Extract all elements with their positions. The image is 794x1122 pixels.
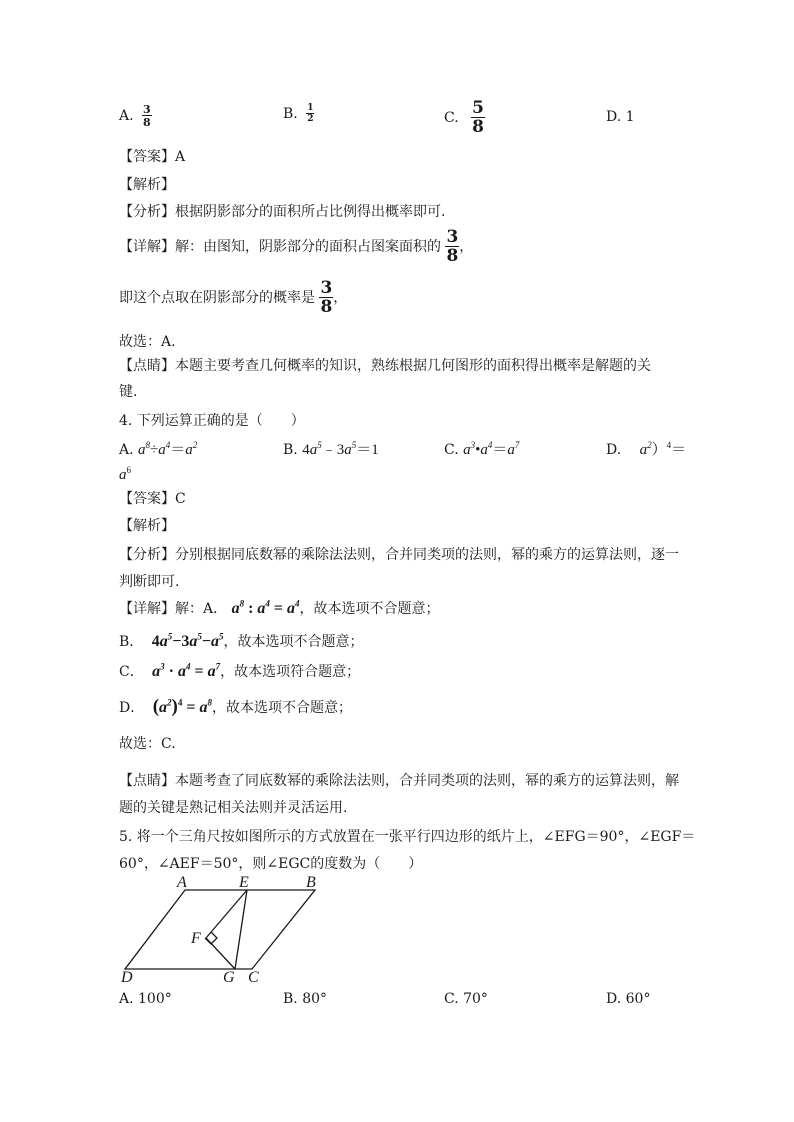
q3-answer: 【答案】A — [119, 149, 186, 165]
detail-text: ，故本选项不合题意； — [211, 700, 352, 716]
q4-detail-a — [119, 598, 440, 618]
q5-option-d: D. 60° — [606, 991, 651, 1007]
q5-option-b: B. 80° — [283, 991, 328, 1007]
q4-detail-b — [119, 631, 364, 651]
option-letter: A. — [119, 108, 134, 124]
detail-text: C． — [119, 664, 144, 680]
fraction-denominator: 8 — [320, 297, 333, 317]
option-letter: C. — [444, 442, 459, 458]
q3-option-b — [283, 104, 314, 124]
detail-text: ，故本选项不合题意； — [223, 634, 364, 650]
fraction — [471, 100, 485, 136]
q3-probability-line — [119, 280, 347, 316]
fraction-denominator: 8 — [472, 117, 484, 137]
q4-analysis-heading: 【解析】 — [119, 518, 175, 534]
detail-text: D． — [119, 700, 145, 716]
q5-option-c: C. 70° — [444, 991, 488, 1007]
q4-stem: 4. 下列运算正确的是（ ） — [119, 413, 305, 429]
label-c: C — [248, 969, 259, 984]
q4-fenxi-line1: 【分析】分别根据同底数幂的乘除法法则，合并同类项的法则，幂的乘方的运算法则，逐一 — [119, 547, 679, 563]
detail-text: 即这个点取在阴影部分的概率是 — [119, 290, 315, 306]
label-f: F — [191, 930, 201, 947]
punctuation: ， — [333, 290, 348, 306]
q4-option-d-continuation: $a^6$ — [119, 465, 131, 483]
q3-dianjing-line1: 【点睛】本题主要考查几何概率的知识，熟练根据几何图形的面积得出概率是解题的关 — [119, 358, 651, 374]
option-letter: C. — [444, 110, 459, 126]
fraction — [142, 104, 152, 128]
label-a: A — [177, 874, 187, 891]
fraction-denominator: 8 — [446, 246, 459, 266]
figure-lines — [125, 890, 315, 969]
q4-detail-c — [119, 661, 360, 681]
option-letter: D. — [606, 442, 622, 458]
fraction-denominator: 8 — [143, 116, 151, 129]
fraction-numerator: 3 — [320, 278, 333, 298]
q4-option-d — [606, 438, 686, 459]
fraction-numerator: 1 — [307, 103, 314, 113]
math-expression: $4a^5-3a^5-a^5$ — [151, 631, 224, 650]
parallelogram-abcd — [125, 890, 315, 969]
q5-geometry-figure — [115, 872, 335, 984]
fraction-denominator: 2 — [307, 114, 314, 124]
q4-option-b — [283, 438, 379, 459]
option-letter: A. — [119, 442, 134, 458]
detail-text: B． — [119, 634, 144, 650]
q4-option-a — [119, 438, 197, 459]
fraction — [445, 229, 459, 265]
q5-stem-line1: 5. 将一个三角尺按如图所示的方式放置在一张平行四边形的纸片上，∠EFG＝90°，∠EGF＝ — [119, 829, 696, 845]
math-expression: $a^3•a^4=a^7$ — [463, 440, 520, 458]
fraction — [306, 104, 314, 124]
detail-text: ，故本选项符合题意； — [220, 664, 361, 680]
q3-analysis-fenxi: 【分析】根据阴影部分的面积所占比例得出概率即可. — [119, 204, 446, 220]
detail-text: 【详解】解：由图知，阴影部分的面积占图案面积的 — [119, 239, 441, 255]
q3-analysis-heading: 【解析】 — [119, 177, 175, 193]
math-expression: $a^8$ : $a^4 = a^4$ — [231, 598, 300, 617]
label-b: B — [306, 874, 316, 891]
math-expression: $(a^2)^4 = a^8$ — [152, 696, 212, 717]
fraction-numerator: 3 — [143, 103, 151, 116]
math-expression: $a^3 \cdot a^4 = a^7$ — [152, 661, 221, 680]
q4-answer: 【答案】C — [119, 491, 186, 507]
math-expression: $a^2)^4=$ — [639, 440, 687, 458]
q5-stem-line2: 60°，∠AEF＝50°，则∠EGC的度数为（ ） — [119, 856, 423, 872]
option-letter: B. — [283, 106, 298, 122]
label-e: E — [239, 874, 249, 891]
q4-dianjing-line2: 题的关键是熟记相关法则并灵活运用. — [119, 800, 348, 816]
math-expression: $4a^5﹣3a^5=1$ — [302, 440, 379, 458]
q3-choice: 故选：A. — [119, 334, 176, 350]
q4-choice: 故选：C. — [119, 736, 176, 752]
q3-option-c — [444, 100, 485, 136]
q4-option-c — [444, 438, 519, 459]
fraction-numerator: 3 — [446, 227, 459, 247]
detail-text: ，故本选项不合题意； — [299, 601, 440, 617]
q5-option-a: A. 100° — [119, 991, 172, 1007]
q3-option-d: D. 1 — [606, 109, 635, 125]
q4-fenxi-line2: 判断即可. — [119, 574, 180, 590]
q3-detail-line — [119, 229, 473, 265]
q4-dianjing-line1: 【点睛】本题考查了同底数幂的乘除法法则，合并同类项的法则，幂的乘方的运算法则，解 — [119, 773, 679, 789]
q3-option-a — [119, 104, 152, 128]
option-letter: B. — [283, 442, 298, 458]
detail-text: 【详解】解：A． — [119, 601, 228, 617]
label-d: D — [121, 969, 133, 984]
math-expression: $a^8\div a^4=a^2$ — [138, 440, 198, 458]
fraction-numerator: 5 — [472, 98, 484, 118]
q4-detail-d — [119, 696, 352, 718]
punctuation: ， — [459, 239, 474, 255]
label-g: G — [223, 969, 235, 984]
q3-dianjing-line2: 键. — [119, 384, 138, 400]
fraction — [319, 280, 333, 316]
